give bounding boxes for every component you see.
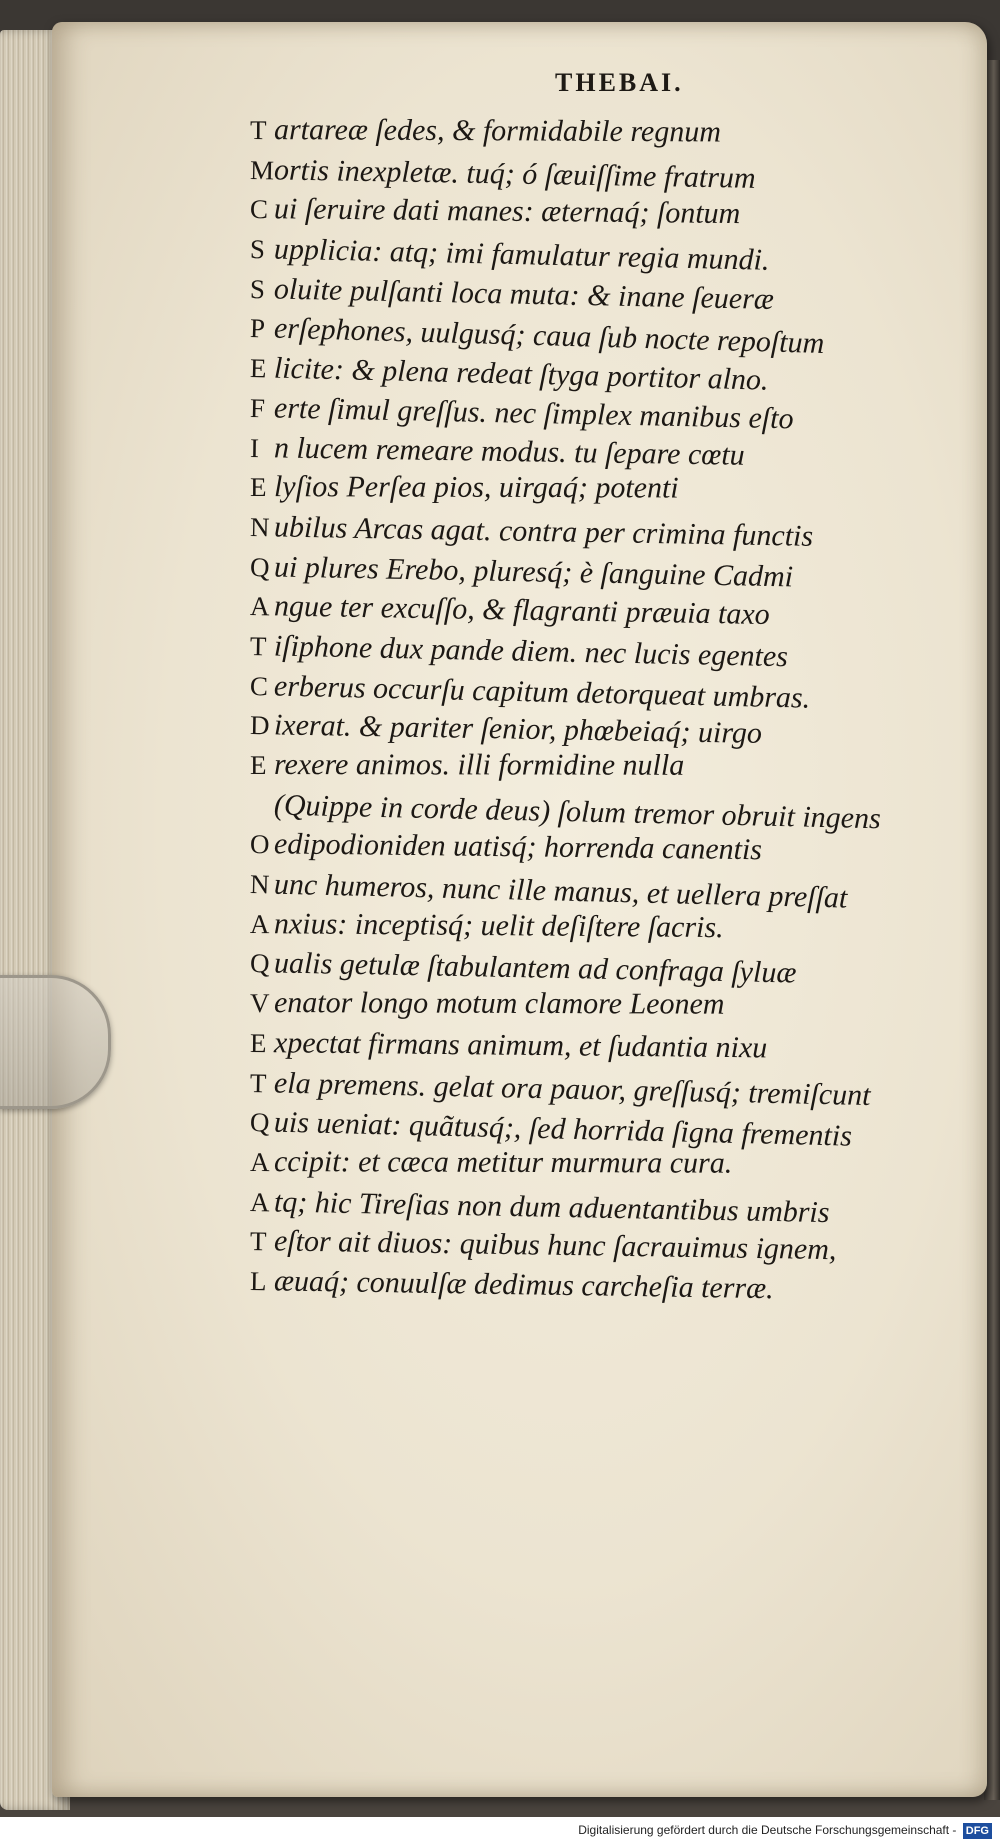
verse-initial: T [249, 115, 267, 146]
verse-text: erberus occurſu capitum detorqueat umbras. [273, 669, 811, 715]
verse-text: eſtor ait diuos: quibus hunc ſacrauimus ignem, [273, 1224, 837, 1267]
verse-line [250, 824, 881, 871]
verse-text: ela premens. gelat ora pauor, greſſusq́; tremiſcunt [273, 1066, 871, 1112]
verse-initial [250, 814, 274, 815]
verse-initial: E [249, 1027, 267, 1058]
verse-text: ui ſeruire dati manes: æternaq́; ſontum [273, 192, 741, 231]
verse-initial: S [249, 234, 266, 265]
verse-text: oluite pulſanti loca muta: & inane ſeueræ [273, 272, 775, 316]
verse-line [250, 467, 881, 509]
verse-initial: E [249, 472, 267, 503]
dfg-logo: DFG [963, 1823, 992, 1839]
verse-text: æuaq́; conuulſæ dedimus carcheſia terræ. [273, 1264, 774, 1306]
verse-initial: L [249, 1265, 267, 1297]
running-header: THEBAI. [555, 68, 684, 97]
verse-line [250, 745, 881, 786]
verse-text: tq; hic Tireſias non dum aduentantibus umbris [273, 1185, 830, 1229]
verse-text: ubilus Arcas agat. contra per crimina functis [273, 510, 814, 553]
verse-text: iſiphone dux pande diem. nec lucis egentes [273, 629, 789, 674]
verse-initial: I [249, 432, 260, 463]
verse-text: rexere animos. illi formidine nulla [273, 748, 685, 782]
verse-text: ixerat. & pariter ſenior, phœbeiaq́; uirgo [273, 708, 763, 751]
verse-initial: A [249, 1146, 270, 1177]
verse-text: edipodioniden uatisq́; horrenda canentis [273, 827, 763, 867]
verse-line [250, 904, 881, 949]
verse-text: lyſios Perſea pios, uirgaq́; potenti [273, 470, 679, 505]
verse-text: uis ueniat: quãtusq́;, ſed horrida ſigna frementis [273, 1105, 853, 1153]
verse-initial: Q [249, 948, 270, 979]
verse-text: ngue ter excuſſo, & flagranti præuia taxo [273, 589, 770, 632]
verse-initial: T [249, 1226, 267, 1257]
verse-initial: N [249, 869, 270, 900]
verse-text: artareæ ſedes, & formidabile regnum [273, 113, 722, 149]
verse-text: licite: & plena redeat ſtyga portitor alno. [273, 351, 769, 397]
verse-text: ualis getulæ ſtabulantem ad confraga ſyluæ [273, 946, 797, 990]
verse-text: ccipit: et cæca metitur murmura cura. [273, 1144, 733, 1180]
verse-text: enator longo motum clamore Leonem [273, 986, 725, 1021]
verse-initial: F [249, 392, 266, 424]
verse-initial: D [249, 710, 270, 741]
verse-initial: M [249, 154, 275, 186]
verse-text: ui plures Erebo, pluresq́; è ſanguine Cadmi [273, 550, 794, 593]
verse-text: nxius: inceptisq́; uelit deſiſtere ſacris. [273, 906, 724, 944]
verse-text: xpectat firmans animum, et ſudantia nixu [273, 1026, 768, 1065]
verse-text: unc humeros, nunc ille manus, et uellera preſſat [273, 867, 848, 915]
verse-initial: P [249, 313, 266, 344]
verse-list [249, 110, 882, 1306]
verse-initial: C [249, 670, 269, 702]
verse-initial: T [249, 630, 267, 662]
verse-text: (Quippe in corde deus) ſolum tremor obruit ingens [273, 788, 882, 835]
verse-initial: T [249, 1067, 267, 1098]
page-clip [0, 975, 111, 1109]
verse-initial: C [249, 194, 269, 225]
footer-credit: Digitalisierung gefördert durch die Deutsche Forschungsgemeinschaft - [578, 1823, 957, 1837]
verse-text: n lucem remeare modus. tu ſepare cœtu [273, 430, 745, 472]
verse-line [250, 983, 881, 1025]
verse-text: erſephones, uulgusq́; caua ſub nocte repoſtum [273, 312, 825, 361]
verse-initial: A [249, 908, 270, 939]
verse-initial: A [249, 1186, 270, 1217]
verse-initial: E [249, 750, 267, 781]
verse-initial: A [249, 591, 270, 622]
verse-text: ortis inexpletæ. tuq́; ó ſæuiſſime fratrum [273, 153, 756, 195]
verse-text: erte ſimul greſſus. nec ſimplex manibus eſto [273, 391, 794, 436]
verse-initial: O [249, 829, 270, 860]
verse-initial: Q [249, 1107, 270, 1138]
verse-line [250, 110, 881, 153]
verse-text: upplicia: atq; imi famulatur regia mundi. [273, 232, 770, 277]
verse-initial: S [249, 273, 266, 305]
verse-line [250, 1023, 881, 1069]
footer-bar [0, 1817, 1000, 1843]
verse-initial: N [249, 511, 270, 543]
verse-initial: E [249, 353, 267, 384]
verse-initial: Q [249, 551, 270, 582]
verse-line [250, 189, 881, 235]
verse-initial: V [249, 988, 270, 1019]
verse-line [250, 1142, 881, 1184]
